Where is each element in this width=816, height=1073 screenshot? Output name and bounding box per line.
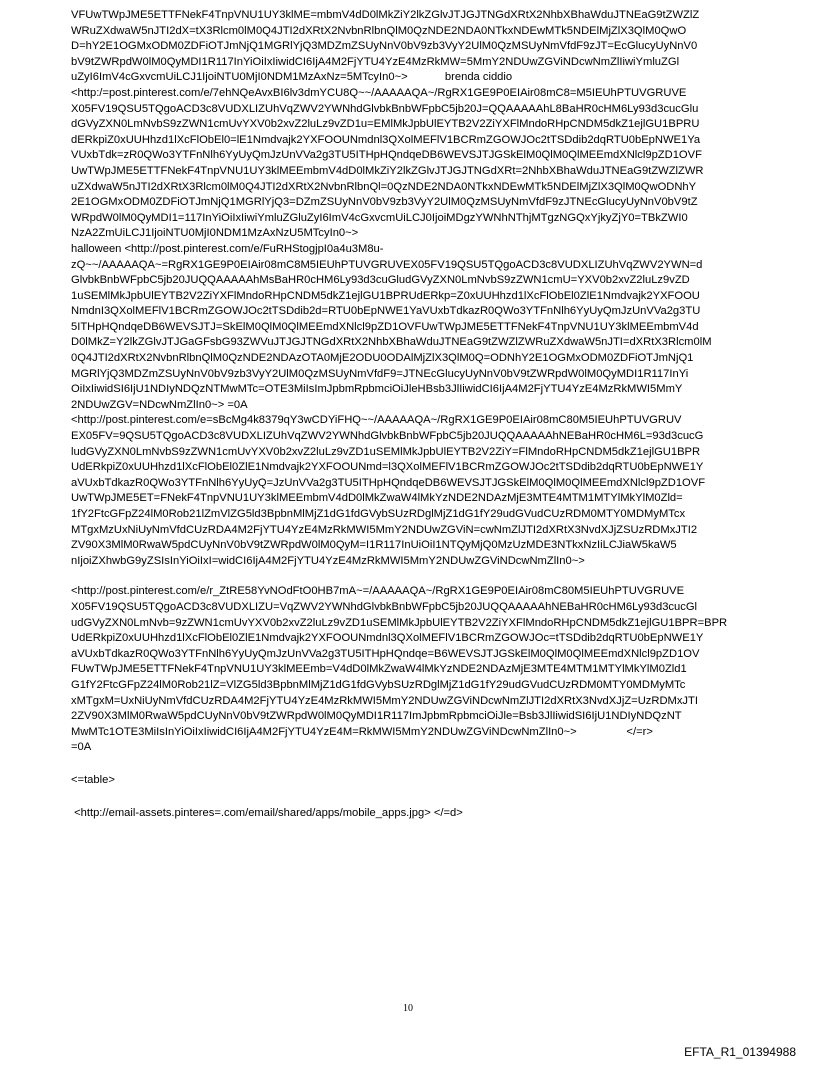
text-line: udGVyZXN0LmNvb=9zZWN1cmUvYXV0b2xvZ2luLz9vZD1uSEMlMkJpbUlEYTB2V2ZiYXFlMndoRHpCNDM5dkZ1ejlGU1BPR=BPR xyxy=(71,616,728,629)
text-line: X05FV19QSU5TQgoACD3c8VUDXLIZU=VqZWV2YWNhdGlvbkBnbWFpbC5jb20JUQQAAAAAhNEBaHR0cHM6Ly93d3cucGl xyxy=(71,600,698,613)
text-line: uZyI6ImV4cGxvcmUiLCJ1IjoiNTU0MjI0NDM1MzAxNz=5MTcyIn0~> brenda ciddio xyxy=(71,71,513,84)
image-link-text: <http://email-assets.pinteres=.com/email/shared/apps/mobile_apps.jpg> </=d> xyxy=(71,806,463,819)
table-tag-text: <=table> xyxy=(71,773,115,786)
text-line: dGVyZXN0LmNvbS9zZWN1cmUvYXV0b2xvZ2luLz9vZD1u=EMlMkJpbUlEYTB2V2ZiYXFlMndoRHpCNDM5dkZ1ejlGU1BPRU xyxy=(71,118,700,131)
text-line: NmdnI3QXolMEFlV1BCRmZGOWJOc2tTSDdib2d=RTU0bEpNWE1YaVUxbTdkazR0QWo3YTFnNlh6YyUyQmJzUnVVa2g3TU xyxy=(71,305,701,318)
page-number: 10 xyxy=(403,1003,413,1014)
text-line: 0Q4JTI2dXRtX2NvbnRlbnQlM0QzNDE2NDAzOTA0MjE2ODU0ODAlMjZlX3QlM0Q=ODNhY2E1OGMxODM0ZDFiOTJmNjQ1 xyxy=(71,352,694,365)
text-line: VUxbTdk=zR0QWo3YTFnNlh6YyUyQmJzUnVVa2g3TU5ITHpHQndqeDB6WEVSJTJGSkElM0QlM0QlMEEmdXNlcl9pZD1OVF xyxy=(71,149,702,162)
text-line: halloween <http://post.pinterest.com/e/FuRHStogjpI0a4u3M8u- xyxy=(71,242,384,255)
text-line: 2ZV90X3MlM0RwaW5pdCUyNnV0bV9tZWRpdW0lM0QyMDI1R117ImJpbmRpbmciOiJle=Bsb3JlIiwidSI6IjU1NDIyNDQzNT xyxy=(71,710,682,723)
text-line: <http://post.pinterest.com/e/r_ZtRE58YvNOdFtO0HB7mA~=/AAAAAQA~/RgRX1GE9P0EIAir08mC80M5IEUhPTUVGRUVE xyxy=(71,585,685,598)
text-line: xMTgxM=UxNiUyNmVfdCUzRDA4M2FjYTU4YzE4MzRkMWI5MmY2NDUwZGViNDcwNmZlJTI2dXRtX3NvdXJjZ=UzRDMxJTI xyxy=(71,694,698,707)
text-line: ZV90X3MlM0RwaW5pdCUyNnV0bV9tZWRpdW0lM0QyM=I1R117InUiOiI1NTQyMjQ0MzUzMDE3NTkxNzIiLCJiaW5kaW5 xyxy=(71,539,677,552)
text-line: 5ITHpHQndqeDB6WEVSJTJ=SkElM0QlM0QlMEEmdXNlcl9pZD1OVFUwTWpJME5ETTFNekF4TnpVNU1UY3klMEEmbmV4d xyxy=(71,320,699,333)
text-line: WRpdW0lM0QyMDI1=117InYiOiIxIiwiYmluZGluZyI6ImV4cGxvcmUiLCJ0IjoiMDgzYWNhNThjMTgzNGQxYjkyZjY0=TBkZWI0 xyxy=(71,211,688,224)
text-line: MTgxMzUxNiUyNmVfdCUzRDA4M2FjYTU4YzE4MzRkMWI5MmY2NDUwZGViN=cwNmZlJTI2dXRtX3NvdXJjZSUzRDMxJTI2 xyxy=(71,523,698,536)
text-line: EX05FV=9QSU5TQgoACD3c8VUDXLIZUhVqZWV2YWNhdGlvbkBnbWFpbC5jb20JUQQAAAAAhNEBaHR0cHM6L=93d3cucG xyxy=(71,430,704,443)
text-line: UwTWpJME5ET=FNekF4TnpVNU1UY3klMEEmbmV4dD0lMkZwaW4lMkYzNDE2NDAzMjE3MTE4MTM1MTYlMkYlM0Zld= xyxy=(71,492,683,505)
text-line: NzA2ZmUiLCJ1IjoiNTU0MjI0NDM1MzAxNzU5MTcyIn0~> xyxy=(71,227,359,240)
text-line: ludGVyZXN0LmNvbS9zZWN1cmUvYXV0b2xvZ2luLz9vZD1uSEMlMkJpbUlEYTB2V2ZiY=FlMndoRHpCNDM5dkZ1ejlGU1BPR xyxy=(71,445,701,458)
text-line: FUwTWpJME5ETTFNekF4TnpVNU1UY3klMEEmb=V4dD0lMkZwaW4lMkYzNDE2NDAzMjE3MTE4MTM1MTYlMkYlM0Zld1 xyxy=(71,663,687,676)
text-line: MGRlYjQ3MDZmZSUyNnV0bV9zb3VyY2UlM0QzMSUyNmVfdF9=JTNEcGlucyUyNnV0bV9tZWRpdW0lM0QyMDI1R117InYi xyxy=(71,367,689,380)
spacer xyxy=(71,569,801,584)
text-line: dERkpiZ0xUUHhzd1lXcFlObEl0=lE1Nmdvajk2YXFOOUNmdnl3QXolMEFlV1BCRmZGOWJOc2tTSDdib2dqRTU0bEpNWE1Ya xyxy=(71,133,701,146)
text-line: 2E1OGMxODM0ZDFiOTJmNjQ1MGRlYjQ3=DZmZSUyNnV0bV9zb3VyY2UlM0QzMSUyNmVfdF9zJTNEcGlucyUyNnV0bV9tZ xyxy=(71,196,698,209)
text-line: OiIxIiwidSI6IjU1NDIyNDQzNTMwMTc=OTE3MiIsImJpbmRpbmciOiJleHBsb3JlIiwidCI6IjA4M2FjYTU4YzE4MzRkMWI5MmY xyxy=(71,383,683,396)
text-line: 1fY2FtcGFpZ24lM0Rob21lZmVlZG5ld3BpbnMlMjZ1dG1fdGVybSUzRDglMjZ1dG1fY29udGVudCUzRDM0MTY0MDMyMTcx xyxy=(71,508,686,520)
text-line: D=hY2E1OGMxODM0ZDFiOTJmNjQ1MGRlYjQ3MDZmZSUyNnV0bV9zb3VyY2UlM0QzMSUyNmVfdF9zJT=EcGlucyUyNnV0 xyxy=(71,40,698,53)
text-line: zQ~~/AAAAAQA~=RgRX1GE9P0EIAir08mC8M5IEUhPTUVGRUVEX05FV19QSU5TQgoACD3c8VUDXLIZUhVqZWV2YWN=d xyxy=(71,258,703,271)
bates-number: EFTA_R1_01394988 xyxy=(684,1045,796,1059)
text-line: aVUxbTdkazR0QWo3YTFnNlh6YyUyQmJzUnVVa2g3TU5ITHpHQndqe=B6WEVSJTJGSkElM0QlM0QlMEEmdXNlcl9pZD1OV xyxy=(71,647,700,660)
text-line: 2NDUwZGV=NDcwNmZlIn0~> =0A xyxy=(71,398,248,411)
spacer xyxy=(71,756,801,773)
text-line: =0A xyxy=(71,741,92,754)
text-line: nIjoiZXhwbG9yZSIsInYiOiIxI=widCI6IjA4M2FjYTU4YzE4MzRkMWI5MmY2NDUwZGViNDcwNmZlIn0~> xyxy=(71,554,585,567)
text-line: UwTWpJME5ETTFNekF4TnpVNU1UY3klMEEmbmV4dD0lMkZiY2lkZGlvJTJGJTNGdXRt=2NhbXBhaWduJTNEaG9tZWZlZWR xyxy=(71,164,704,177)
spacer xyxy=(71,789,801,806)
text-line: MwMTc1OTE3MiIsInYiOiIxIiwidCI6IjA4M2FjYTU4YzE4M=RkMWI5MmY2NDUwZGViNDcwNmZlIn0~> </=r> xyxy=(71,725,653,738)
text-line: <http:/=post.pinterest.com/e/7ehNQeAvxBI6lv3dmYCU8Q~~/AAAAAQA~/RgRX1GE9P0EIAir08mC8=M5IEUhPTUVGRUVE xyxy=(71,86,687,99)
text-line: WRuZXdwaW5nJTI2dX=tX3Rlcm0lM0Q4JTI2dXRtX2NvbnRlbnQlM0QzNDE2NDA0NTkxNDEwMTk5NDElMjZlX3QlM0QwO xyxy=(71,24,687,37)
text-line: VFUwTWpJME5ETTFNekF4TnpVNU1UY3klME=mbmV4dD0lMkZiY2lkZGlvJTJGJTNGdXRtX2NhbXBhaWduJTNEaG9tZWZlZ xyxy=(71,9,700,21)
text-line: GlvbkBnbWFpbC5jb20JUQQAAAAAhMsBaHR0cHM6Ly93d3cuGludGVyZXN0LmNvbS9zZWN1cmU=YXV0b2xvZ2luLz9vZD xyxy=(71,274,690,287)
text-line: bV9tZWRpdW0lM0QyMDI1R117InYiOiIxIiwidCI6IjA4M2FjYTU4YzE4MzRkMW=5MmY2NDUwZGViNDcwNmZlIiwiYmluZGl xyxy=(71,55,680,68)
text-line: uZXdwaW5nJTI2dXRtX3Rlcm0lM0Q4JTI2dXRtX2NvbnRlbnQl=0QzNDE2NDA0NTkxNDEwMTk5NDElMjZlX3QlM0QwODNhY xyxy=(71,180,697,193)
text-line: X05FV19QSU5TQgoACD3c8VUDXLIZUhVqZWV2YWNhdGlvbkBnbWFpbC5jb20J=QQAAAAAhL8BaHR0cHM6Ly93d3cucGlu xyxy=(71,102,699,115)
document-body xyxy=(71,8,801,821)
encoded-link-block-2 xyxy=(71,584,801,756)
text-line: UdERkpiZ0xUUHhzd1lXcFlObEl0ZlE1Nmdvajk2YXFOOUNmd=l3QXolMEFlV1BCRmZGOWJOc2tTSDdib2dqRTU0bEpNWE1Y xyxy=(71,461,704,474)
text-line: D0lMkZ=Y2lkZGlvJTJGaGFsbG93ZWVuJTJGJTNGdXRtX2NhbXBhaWduJTNEaG9tZWZlZWRuZXdwaW5nJTI=dXRtX3Rlcm0lM xyxy=(71,336,712,349)
text-line: UdERkpiZ0xUUHhzd1lXcFlObEl0ZlE1Nmdvajk2YXFOOUNmdnl3QXolMEFlV1BCRmZGOWJOc=tTSDdib2dqRTU0bEpNWE1Y xyxy=(71,632,704,645)
text-line: G1fY2FtcGFpZ24lM0Rob21lZ=VlZG5ld3BpbnMlMjZ1dG1fdGVybSUzRDglMjZ1dG1fY29udGVudCUzRDM0MTY0MDMyMTc xyxy=(71,678,686,691)
encoded-link-block-1 xyxy=(71,8,801,569)
text-line: <http://post.pinterest.com/e=sBcMg4k8379qY3wCDYiFHQ~~/AAAAAQA~/RgRX1GE9P0EIAir08mC80M5IEUhPTUVGRUV xyxy=(71,414,682,427)
text-line: aVUxbTdkazR0QWo3YTFnNlh6YyUyQ=JzUnVVa2g3TU5ITHpHQndqeDB6WEVSJTJGSkElM0QlM0QlMEEmdXNlcl9pZD1OVF xyxy=(71,476,706,489)
text-line: 1uSEMlMkJpbUlEYTB2V2ZiYXFlMndoRHpCNDM5dkZ1ejlGU1BPRUdERkp=Z0xUUHhzd1lXcFlObEl0ZlE1Nmdvajk2YXFOOU xyxy=(71,289,700,302)
